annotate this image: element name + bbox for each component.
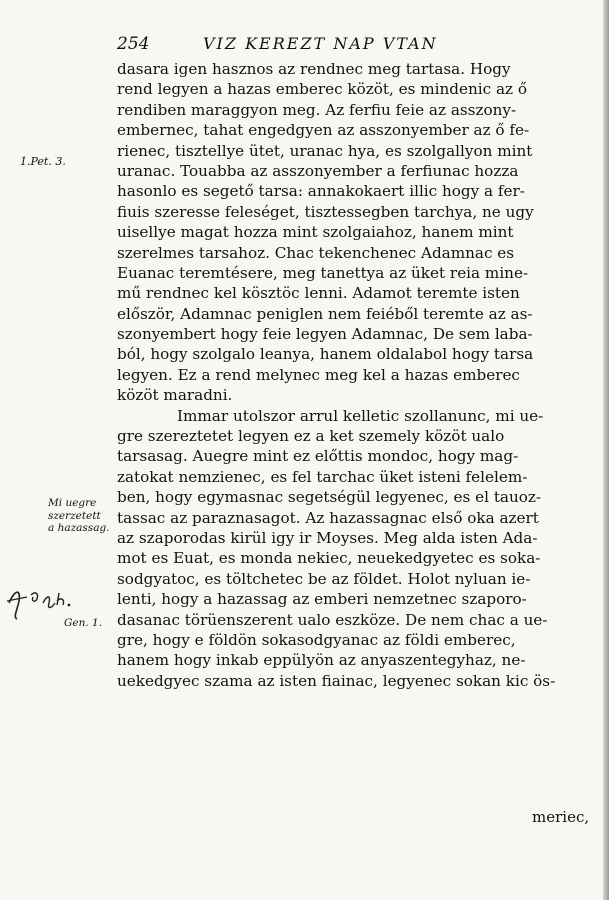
text-line: uranac. Touabba az asszonyember a ferfiunac hozza <box>117 161 519 180</box>
text-line: Euanac teremtésere, meg tanettya az üket reia mine- <box>117 263 529 282</box>
text-line: tassac az paraznasagot. Az hazassagnac első oka azert <box>117 508 539 527</box>
text-line: ból, hogy szolgalo leanya, hanem oldalabol hogy tarsa <box>117 345 534 364</box>
margin-note-line: szerzetett <box>48 509 101 522</box>
text-line: fiuis szeresse feleséget, tisztessegben tarchya, ne ugy <box>117 202 534 221</box>
text-line: mot es Euat, es monda nekiec, neuekedgyetec es soka- <box>117 549 541 568</box>
page-header <box>117 34 562 56</box>
page-edge-shadow <box>603 0 609 900</box>
text-line: gre szereztetet legyen ez a ket szemely közöt ualo <box>117 427 505 446</box>
text-line: rienec, tisztellye ütet, uranac hya, es szolgallyon mint <box>117 141 533 160</box>
text-line: rend legyen a hazas emberec közöt, es mindenic az ő <box>117 80 528 99</box>
text-line: hasonlo es segető tarsa: annakokaert illic hogy a fer- <box>117 182 525 201</box>
body-text <box>117 59 587 691</box>
text-line: uekedgyec szama az isten fiainac, legyenec sokan kic ös- <box>117 671 556 690</box>
text-line: dasara igen hasznos az rendnec meg tartasa. Hogy <box>117 60 511 78</box>
text-line: szerelmes tarsahoz. Chac tekenchenec Adamnac es <box>117 243 515 262</box>
catchword: meriec, <box>532 808 590 826</box>
text-line: hanem hogy inkab eppülyön az anyaszentegyhaz, ne- <box>117 651 526 670</box>
text-line: szonyembert hogy feie legyen Adamnac, De sem laba- <box>117 325 533 344</box>
text-line: rendiben maraggyon meg. Az ferfiu feie az asszony- <box>117 100 517 119</box>
text-line: embernec, tahat engedgyen az asszonyember az ő fe- <box>117 121 530 140</box>
text-line: tarsasag. Auegre mint ez előttis mondoc, hogy mag- <box>117 447 519 466</box>
text-line: sodgyatoc, es töltchetec be az földet. Holot nyluan ie- <box>117 569 531 588</box>
margin-note-line: a hazassag. <box>48 522 110 534</box>
text-line: legyen. Ez a rend melynec meg kel a hazas emberec <box>117 365 520 384</box>
margin-note-genesis-reference: Gen. 1. <box>64 617 103 629</box>
text-line: Immar utolszor arrul kelletic szollanunc, mi ue- <box>177 406 544 425</box>
margin-note-pet-reference: 1.Pet. 3. <box>20 155 66 168</box>
text-line: az szaporodas kirül igy ir Moyses. Meg alda isten Ada- <box>117 528 538 547</box>
text-line: zatokat nemzienec, es fel tarchac üket isteni felelem- <box>117 467 528 486</box>
handwritten-annotation <box>5 581 77 623</box>
text-line: először, Adamnac peniglen nem feiéből teremte az as- <box>117 304 533 323</box>
margin-note-line: Mi uegre <box>48 497 97 509</box>
text-line: mű rendnec kel kösztöc lenni. Adamot teremte isten <box>117 284 520 303</box>
text-line: ben, hogy egymasnac segetségül legyenec, es el tauoz- <box>117 488 542 507</box>
running-head: VIZ KEREZT NAP VTAN <box>203 34 438 53</box>
margin-note-mi-uegre <box>48 497 120 535</box>
text-line: gre, hogy e földön sokasodgyanac az földi emberec, <box>117 630 516 649</box>
page-number: 254 <box>117 34 150 54</box>
text-line: dasanac törüenszerent ualo eszköze. De nem chac a ue- <box>117 610 548 629</box>
text-line: lenti, hogy a hazassag az emberi nemzetnec szaporo- <box>117 590 527 609</box>
text-line: uisellye magat hozza mint szolgaiahoz, hanem mint <box>117 223 514 242</box>
text-line: közöt maradni. <box>117 386 233 405</box>
